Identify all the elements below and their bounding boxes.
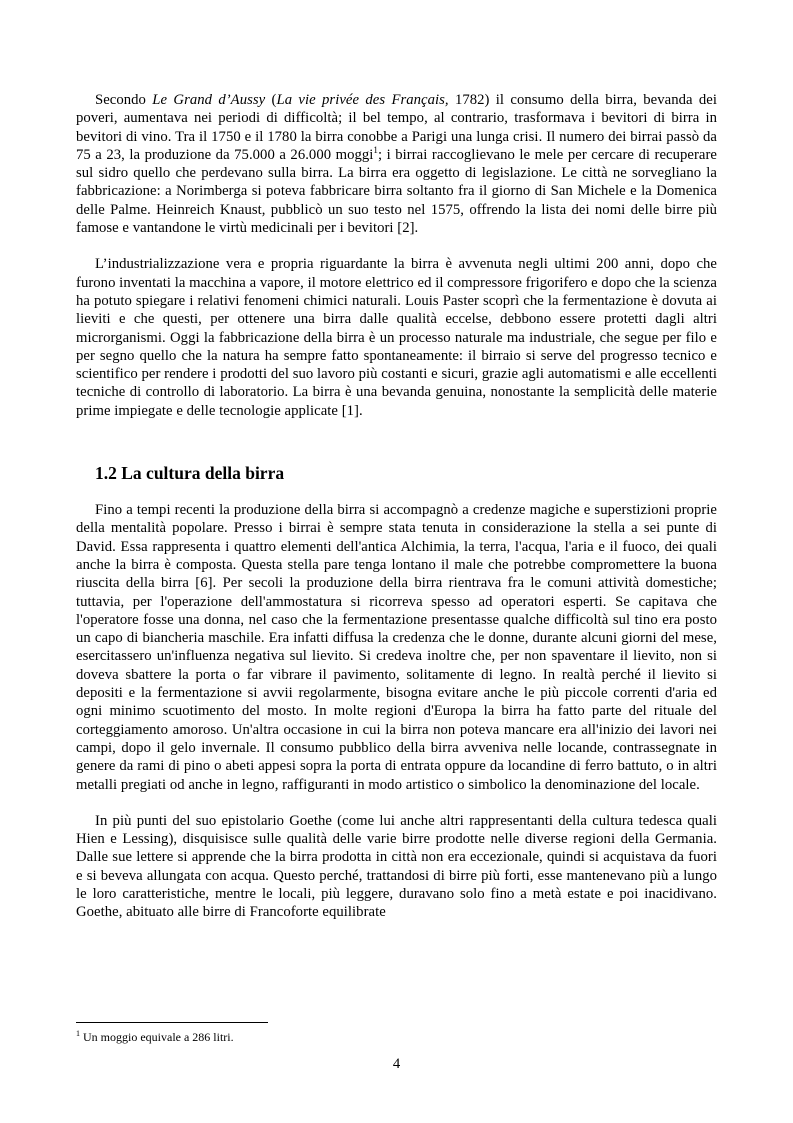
- page-number: 4: [392, 1056, 401, 1072]
- paragraph-1-text-a: Secondo: [95, 92, 153, 108]
- footnote: [76, 1030, 234, 1044]
- page-body: [76, 91, 717, 922]
- footnote-reference: 1: [373, 144, 378, 155]
- citation-author: Le Grand d’Aussy: [152, 92, 266, 108]
- paragraph-1-text-c: (: [265, 92, 277, 108]
- paragraph-3: Fino a tempi recenti la produzione della birra si accompagnò a credenze magiche e superstizioni proprie della mentalità popolare. Presso i birrai è sempre stata tenuta in considerazione la stella a sei punte di David. Essa rappresenta i quattro elementi dell'antica Alchimia, la terra, l'acqua, l'aria e il fuoco, dei quali anche la birra è composta. Questa stella pare tenga lontano il male che potrebbe compromettere la buona riuscita della birra [6]. Per secoli la produzione della birra rientrava fra le comuni attività domestiche; tuttavia, per l'operazione dell'ammostatura si ricorreva spesso ad operatori esperti. Se capitava che l'operatore fosse una donna, nel caso che la fermentazione presentasse qualche difficoltà sul tino era posto un capo di biancheria maschile. Era infatti diffusa la credenza che le donne, durante alcuni giorni del mese, esercitassero un'influenza negativa sul lievito. Si credeva inoltre che, per non spaventare il lievito, non si doveva sbattere la porta o far vibrare il pavimento, solitamente di legno. In realtà perché il lievito si depositi e la fermentazione si avvii regolarmente, bisogna evitare anche le più piccole correnti d'aria ed ogni minimo scuotimento del mosto. In molte regioni d'Europa la birra ha fatto parte del rituale del corteggiamento amoroso. Un'altra occasione in cui la birra non poteva mancare era all'inizio dei lavori nei campi, dopo il gelo invernale. Il consumo pubblico della birra avveniva nelle locande, contrassegnate in genere da rami di pino o abeti appesi sopra la porta di entrata oppure da locandine di ferro battuto, o in altri metalli pregiati od anche in legno, raffiguranti in modo artistico o simbolico la denominazione del locale.: [76, 502, 717, 793]
- citation-title: La vie privée des Français,: [276, 92, 449, 108]
- paragraph-1-text-f: ; i birrai raccoglievano le mele per cercare di recuperare sul sidro quello che perdevano sulla birra. La birra era oggetto di legislazione. Le città ne sorvegliano la fabbricazione: a Norimberga si poteva fabbricare birra soltanto fra il giorno di San Michele e la Domenica delle Palme. Heinreich Knaust, pubblicò un suo testo nel 1575, offrendo la lista dei nomi delle birre più famose e vantandone le virtù medicinali per i bevitori [2].: [76, 146, 717, 237]
- footnote-marker: 1: [76, 1029, 80, 1038]
- paragraph-1: [76, 91, 717, 237]
- footnote-text: Un moggio equivale a 286 litri.: [80, 1030, 234, 1044]
- paragraph-2: L’industrializzazione vera e propria riguardante la birra è avvenuta negli ultimi 200 anni, dopo che furono inventati la macchina a vapore, il motore elettrico ed il compressore frigorifero e dopo che la scienza ha potuto spiegare i relativi fenomeni chimici naturali. Louis Paster scoprì che la fermentazione è dovuta ai lieviti e che questi, per ottenere una birra dalle qualità eccelse, debbono essere protetti dagli altri microrganismi. Oggi la fabbricazione della birra è un processo naturale ma industriale, che segue per filo e per segno quello che la natura ha sempre fatto spontaneamente: il birraio si serve del progresso tecnico e scientifico per rendere i prodotti del suo lavoro più costanti e sicuri, grazie agli automatismi e alle eccellenti tecniche di controllo di laboratorio. La birra è una bevanda genuina, nonostante la semplicità delle materie prime impiegate e delle tecnologie applicate [1].: [76, 256, 717, 419]
- footnote-separator: [76, 1022, 268, 1023]
- section-heading: 1.2 La cultura della birra: [95, 463, 285, 484]
- paragraph-1-text-e: 1782) il consumo della birra, bevanda dei poveri, aumentava nei periodi di difficoltà; il bel tempo, al contrario, trasformava i bevitori di birra in bevitori di vino. Tra il 1750 e il 1780 la birra conobbe a Parigi una lunga crisi. Il numero dei birrai passò da 75 a 23, la produzione da 75.000 a 26.000 moggi: [76, 92, 717, 163]
- paragraph-4: In più punti del suo epistolario Goethe (come lui anche altri rappresentanti della cultura tedesca quali Hien e Lessing), disquisisce sulle qualità delle varie birre prodotte nelle diverse regioni della Germania. Dalle sue lettere si apprende che la birra prodotta in città non era eccezionale, quindi si acquistava da fuori e si beveva allungata con acqua. Questo perché, trattandosi di birre più forti, esse mantenevano più a lungo le loro caratteristiche, mentre le locali, più leggere, duravano solo fino a metà estate e poi inacidivano. Goethe, abituato alle birre di Francoforte equilibrate: [76, 812, 717, 921]
